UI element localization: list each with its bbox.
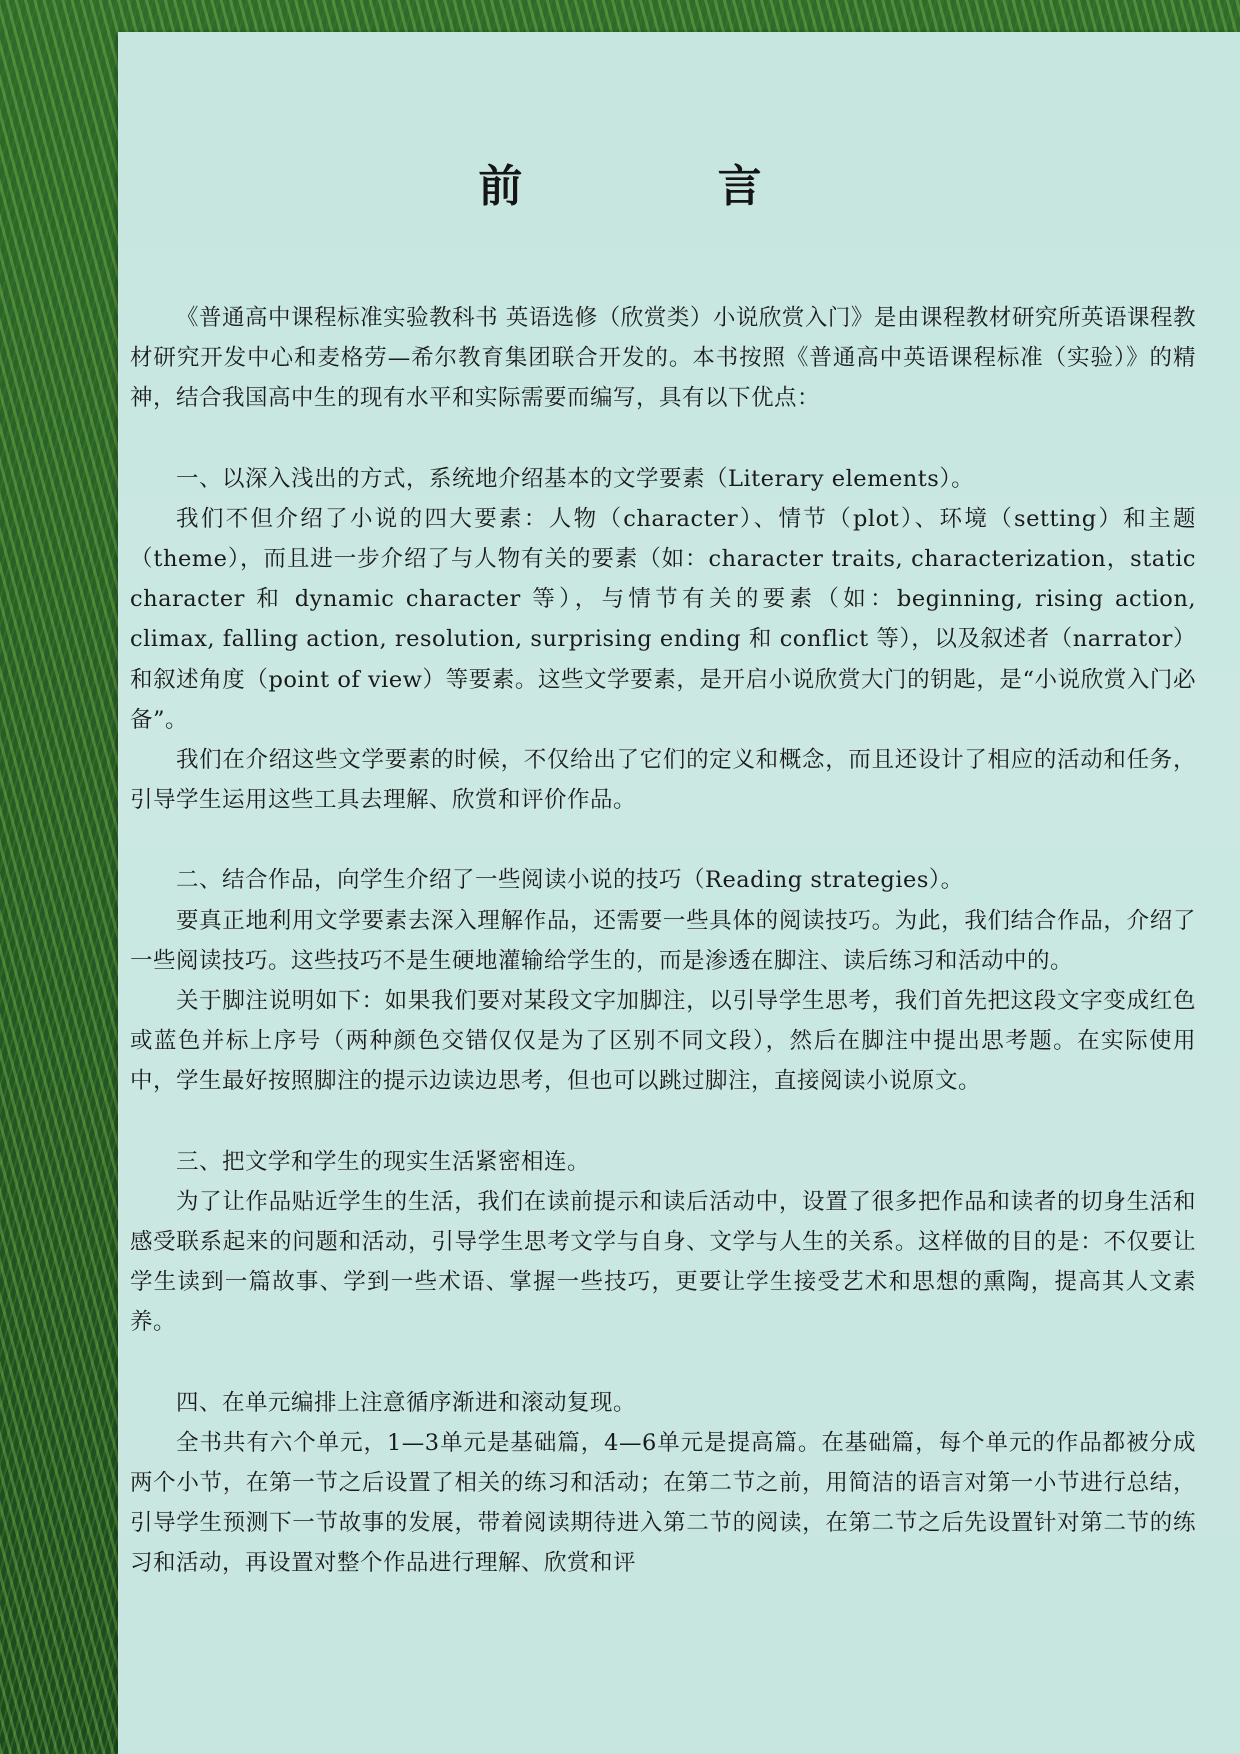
paragraph: 我们不但介绍了小说的四大要素：人物（character）、情节（plot）、环境（setting）和主题（theme），而且进一步介绍了与人物有关的要素（如：character traits, characterization，static character 和 dynamic character 等），与情节有关的要素（如：beginning, rising action, climax, falling action, resolution, surprising ending 和 conflict 等），以及叙述者（narrator）和叙述角度（point of view）等要素。这些文学要素，是开启小说欣赏大门的钥匙，是“小说欣赏入门必备”。 [130,505,1196,733]
page-title: 前 言 [478,161,852,212]
section-heading-4: 四、在单元编排上注意循序渐进和滚动复现。 [176,1389,637,1416]
paragraph: 我们在介绍这些文学要素的时候，不仅给出了它们的定义和概念，而且还设计了相应的活动和任务，引导学生运用这些工具去理解、欣赏和评价作品。 [130,747,1196,814]
section-heading-1: 一、以深入浅出的方式，系统地介绍基本的文学要素（Literary elements）。 [176,465,975,492]
section-heading-3: 三、把文学和学生的现实生活紧密相连。 [176,1148,591,1175]
paragraph: 为了让作品贴近学生的生活，我们在读前提示和读后活动中，设置了很多把作品和读者的切身生活和感受联系起来的问题和活动，引导学生思考文学与自身、文学与人生的关系。这样做的目的是：不仅要让学生读到一篇故事、学到一些术语、掌握一些技巧，更要让学生接受艺术和思想的熏陶，提高其人文素养。 [130,1188,1196,1336]
section-heading-2: 二、结合作品，向学生介绍了一些阅读小说的技巧（Reading strategies）。 [176,867,964,894]
paragraph: 全书共有六个单元，1—3单元是基础篇，4—6单元是提高篇。在基础篇，每个单元的作品都被分成两个小节，在第一节之后设置了相关的练习和活动；在第二节之前，用简洁的语言对第一小节进行总结，引导学生预测下一节故事的发展，带着阅读期待进入第二节的阅读，在第二节之后先设置针对第二节的练习和活动，再设置对整个作品进行理解、欣赏和评 [130,1429,1196,1577]
preface-body [130,298,1196,1584]
paragraph: 要真正地利用文学要素去深入理解作品，还需要一些具体的阅读技巧。为此，我们结合作品，介绍了一些阅读技巧。这些技巧不是生硬地灌输给学生的，而是渗透在脚注、读后练习和活动中的。 [130,907,1196,974]
paragraph: 关于脚注说明如下：如果我们要对某段文字加脚注，以引导学生思考，我们首先把这段文字变成红色或蓝色并标上序号（两种颜色交错仅仅是为了区别不同文段），然后在脚注中提出思考题。在实际使用中，学生最好按照脚注的提示边读边思考，但也可以跳过脚注，直接阅读小说原文。 [130,988,1196,1095]
paragraph-intro: 《普通高中课程标准实验教科书 英语选修（欣赏类）小说欣赏入门》是由课程教材研究所英语课程教材研究开发中心和麦格劳—希尔教育集团联合开发的。本书按照《普通高中英语课程标准（实验）》的精神，结合我国高中生的现有水平和实际需要而编写，具有以下优点： [130,305,1196,412]
